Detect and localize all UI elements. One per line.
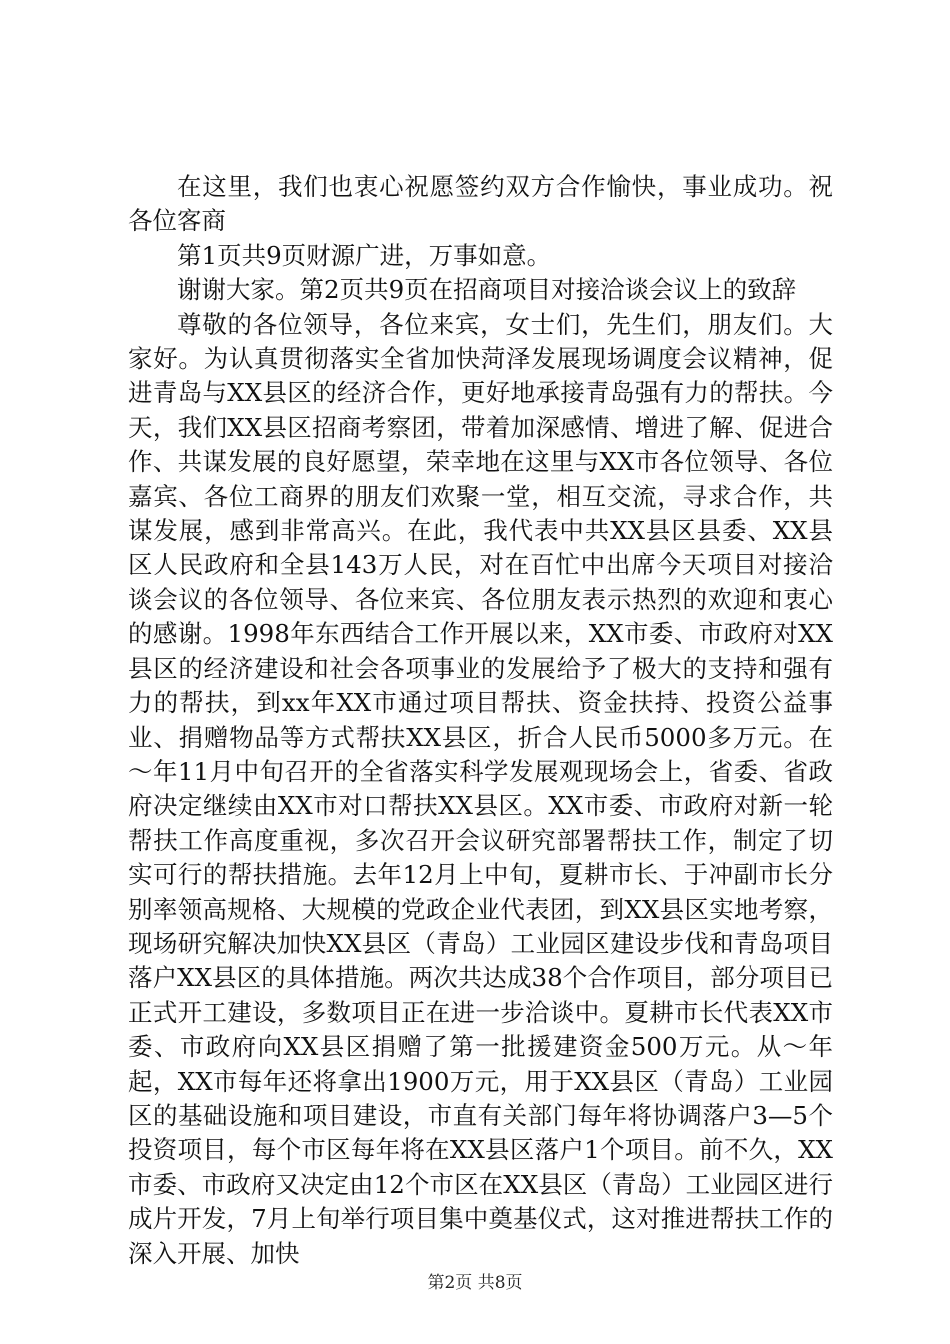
page-total: 共8页 [477,1273,523,1293]
paragraph-page-marker-1: 第1页共9页财源广进，万事如意。 [177,240,552,270]
paragraph-speech-body: 尊敬的各位领导，各位来宾，女士们，先生们，朋友们。大家好。为认真贯彻落实全省加快菏泽发展现场调度会议精神，促进青岛与XX县区的经济合作，更好地承接青岛强有力的帮扶。今天，我们XX县区招商考察团，带着加深感情、增进了解、促进合作、共谋发展的良好愿望，荣幸地在这里与XX市各位领导、各位嘉宾、各位工商界的朋友们欢聚一堂，相互交流，寻求合作，共谋发展，感到非常高兴。在此，我代表中共XX县区县委、XX县区人民政府和全县143万人民，对在百忙中出席今天项目对接洽谈会议的各位领导、各位来宾、各位朋友表示热烈的欢迎和衷心的感谢。1998年东西结合工作开展以来，XX市委、市政府对XX县区的经济建设和社会各项事业的发展给予了极大的支持和强有力的帮扶，到xx年XX市通过项目帮扶、资金扶持、投资公益事业、捐赠物品等方式帮扶XX县区，折合人民币5000多万元。在～年11月中旬召开的全省落实科学发展观现场会上，省委、省政府决定继续由XX市对口帮扶XX县区。XX市委、市政府对新一轮帮扶工作高度重视，多次召开会议研究部署帮扶工作，制定了切实可行的帮扶措施。去年12月上中旬，夏耕市长、于冲副市长分别率领高规格、大规模的党政企业代表团，到XX县区实地考察，现场研究解决加快XX县区（青岛）工业园区建设步伐和青岛项目落户XX县区的具体措施。两次共达成38个合作项目，部分项目已正式开工建设，多数项目正在进一步洽谈中。夏耕市长代表XX市委、市政府向XX县区捐赠了第一批援建资金500万元。从～年起，XX市每年还将拿出1900万元，用于XX县区（青岛）工业园区的基础设施和项目建设，市直有关部门每年将协调落户3—5个投资项目，每个市区每年将在XX县区落户1个项目。前不久，XX市委、市政府又决定由12个市区在XX县区（青岛）工业园区进行成片开发，7月上旬举行项目集中奠基仪式，这对推进帮扶工作的深入开展、加快 [128,309,833,1268]
document-body [128,170,833,1271]
paragraph-closing-wishes: 在这里，我们也衷心祝愿签约双方合作愉快，事业成功。祝各位客商 [128,172,833,236]
page-footer [0,1273,950,1293]
paragraph-thanks-and-title: 谢谢大家。第2页共9页在招商项目对接洽谈会议上的致辞 [177,275,797,305]
page-number: 第2页 [427,1273,473,1293]
